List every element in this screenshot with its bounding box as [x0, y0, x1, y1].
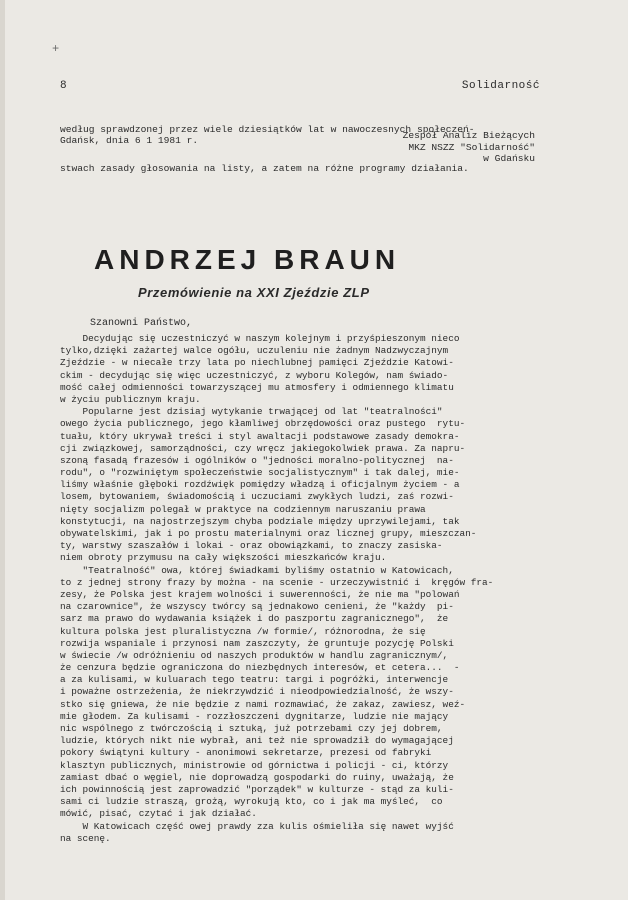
body-line: cji związkowej, samorządności, czy wręcz jakiegokolwiek prawa. Za napru- — [60, 442, 466, 454]
body-line: że cenzura będzie ograniczona do niezbędnych interesów, et cetera... - — [60, 662, 460, 674]
body-line: na scenę. — [60, 832, 111, 844]
article-author-heading: ANDRZEJ BRAUN — [94, 244, 401, 275]
body-line: rozwija wspaniale i przynosi nam zaszczyty, że gruntuje pozycję Polski — [60, 637, 454, 649]
body-line: owego życia publicznego, jego kłamliwej obrzędowości oraz pustego rytu- — [60, 418, 466, 430]
body-line: tuału, który ukrywał treści i styl awaltacji podstawowe zasady demokra- — [60, 430, 460, 442]
body-line: losem, bytowaniem, świadomością i uczuciami zwykłych ludzi, zaś rozwi- — [60, 491, 454, 503]
body-line: kultura polska jest pluralistyczna /w formie/, różnorodna, że się — [60, 625, 426, 637]
body-line: konstytucji, na najostrzejszym chyba podziale między uprzywilejami, tak — [60, 515, 460, 527]
body-line: i poważne ostrzeżenia, że niekrzywdzić i nieodpowiedzialność, że wszy- — [60, 686, 454, 698]
body-line: ludzie, których nikt nie wybrał, ani też nie sprowadził do wymagającej — [60, 735, 454, 747]
body-line: ckim - decydując się więc uczestniczyć, z wyboru Kolegów, nam świado- — [60, 369, 449, 381]
body-line: mie głodem. Za kulisami - rozzłoszczeni dygnitarze, ludzie nie mający — [60, 710, 449, 722]
body-line: sami ci ludzie straszą, grożą, wyrokują kto, co i jak ma myśleć, co — [60, 796, 443, 808]
body-line: mość całej odmienności towarzyszącej mu atmosfery i odmiennego klimatu — [60, 381, 454, 393]
signature-line: w Gdańsku — [483, 153, 535, 164]
body-line: Popularne jest dzisiaj wytykanie trwającej od lat "teatralności" — [60, 406, 443, 418]
body-line: sarz ma prawo do wydawania książek i do paszportu zagranicznego", że — [60, 613, 449, 625]
intro-line: stwach zasady głosowania na listy, a zatem na różne programy działania. — [60, 163, 469, 174]
dateline: Gdańsk, dnia 6 1 1981 r. — [60, 135, 199, 146]
body-line: klasztyn publicznych, ministrowie od górnictwa i policji - ci, którzy — [60, 759, 449, 771]
body-line: zesy, że Polska jest krajem wolności i suwerenności, że nie ma "polowań — [60, 588, 460, 600]
body-line: zamiast dbać o węgiel, nie doprowadzą gospodarki do ruiny, uważają, że — [60, 771, 454, 783]
body-line: to z jednej strony frazy by można - na scenie - urzeczywistnić i kręgów fra- — [60, 576, 494, 588]
signature-line: Zespół Analiz Bieżących — [402, 130, 535, 141]
body-line: w życiu publicznym kraju. — [60, 393, 201, 405]
body-line: tylko,dzięki zażartej walce ogółu, uczuleniu nie żadnym Nadzwyczajnym — [60, 345, 449, 357]
body-line: nięty socjalizm polegał w praktyce na codziennym naruszaniu prawa — [60, 503, 426, 515]
body-line: mówić, pisać, czytać i jak działać. — [60, 808, 257, 820]
publication-title: Solidarność — [461, 80, 540, 92]
body-line: liśmy właśnie głęboki rozdźwięk pomiędzy władzą i oficjalnym życiem - a — [60, 479, 460, 491]
body-line: szoną fasadą frazesów i ogólników o "jedności moralno-politycznej na- — [60, 454, 454, 466]
registration-mark: + — [52, 42, 60, 56]
body-line: nic wspólnego z twórczością i sztuką, już potrzebami czy jej dobrem, — [60, 723, 443, 734]
signature-line: MKZ NSZZ "Solidarność" — [408, 141, 535, 153]
body-line: na czarownice", że wszyscy twórcy są jednakowo cenieni, że "każdy pi- — [60, 601, 454, 613]
body-line: obywatelskimi, jak i po prostu materialnymi oraz licznej grupy, mieszczan- — [60, 528, 477, 539]
body-line: a za kulisami, w kuluarach tego teatru: targi i pogróżki, interwencje — [60, 674, 449, 686]
body-line: ty, warstwy szaszałów i lokai - oraz obowiązkami, to znaczy zasiska- — [60, 540, 443, 552]
body-line: W Katowicach część owej prawdy zza kulis ośmieliła się nawet wyjść — [60, 820, 454, 832]
body-line: Zjeździe - w niecałe trzy lata po niechlubnej pamięci Zjeździe Katowi- — [60, 357, 454, 369]
body-line: stko się gniewa, że nie będzie z nami rozmawiać, że zakaz, zawiesz, weź- — [60, 698, 466, 710]
article-subtitle: Przemówienie na XXI Zjeździe ZLP — [138, 285, 370, 300]
body-line: ich powinnością jest zaprowadzić "porządek" w kulturze - stąd za kuli- — [60, 783, 454, 795]
body-line: pokory świątyni kultury - anonimowi sekretarze, prezesi od fabryki — [60, 747, 432, 759]
intro-line: według sprawdzonej przez wiele dziesiątków lat w nawoczesnych społeczeń- — [60, 124, 475, 135]
body-line: rodu", o "rozwiniętym społeczeństwie socjalistycznym" i tak dalej, mie- — [60, 467, 460, 479]
body-line: Decydując się uczestniczyć w naszym kolejnym i przyśpieszonym nieco — [60, 333, 460, 344]
signature-block — [360, 130, 535, 165]
page-edge — [0, 0, 5, 900]
body-line: w świecie /w odróżnieniu od naszych produktów w handlu zagranicznym/, — [60, 649, 449, 661]
article-body — [60, 333, 560, 845]
page-number: 8 — [60, 80, 67, 92]
body-line: niem obroty przymusu na cały większości mieszkańców kraju. — [60, 552, 387, 564]
salutation: Szanowni Państwo, — [90, 318, 193, 329]
body-line: "Teatralność" owa, której świadkami byliśmy ostatnio w Katowicach, — [60, 564, 454, 576]
